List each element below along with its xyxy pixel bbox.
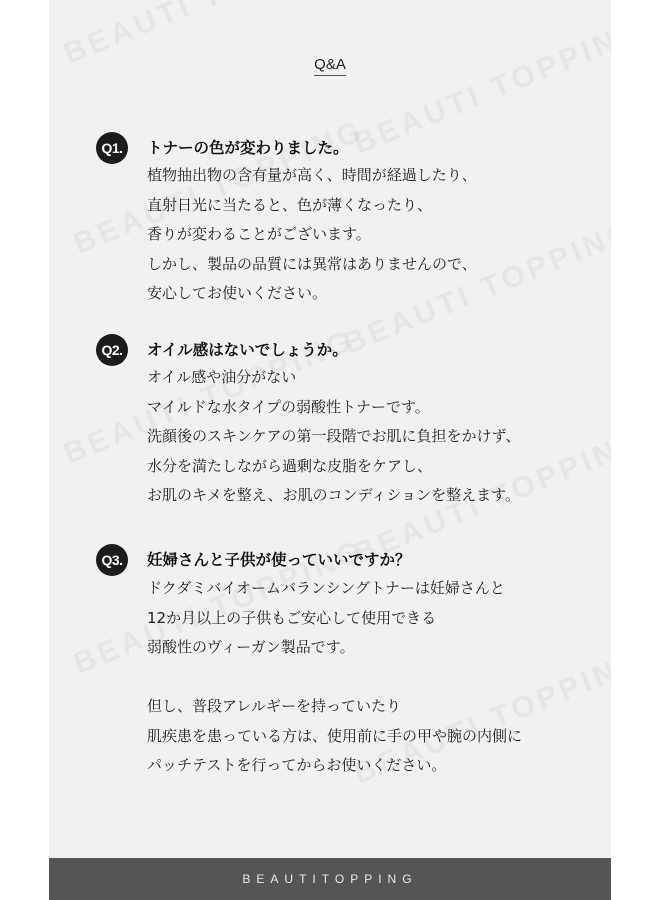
answer-line: ドクダミバイオームバランシングトナーは妊婦さんと	[147, 579, 505, 597]
answer-line: しかし、製品の品質には異常はありませんので、	[147, 254, 477, 273]
answer-line: マイルドな水タイプの弱酸性トナーです。	[147, 397, 430, 416]
answer-line: 洗顔後のスキンケアの第一段階でお肌に負担をかけず、	[147, 427, 521, 445]
answer-line: 肌疾患を患っている方は、使用前に手の甲や腕の内側に	[147, 726, 523, 745]
footer-brand-text: BEAUTITOPPING	[242, 872, 418, 886]
question-badge: Q3.	[96, 544, 128, 576]
answer-line: パッチテストを行ってからお使いください。	[147, 756, 447, 774]
answer-line: 弱酸性のヴィーガン製品です。	[147, 638, 355, 656]
answer-line: オイル感や油分がない	[147, 368, 297, 386]
footer-brand-bar	[49, 858, 611, 900]
question-text: オイル感はないでしょうか。	[147, 341, 348, 359]
answer-line: 但し、普段アレルギーを持っていたり	[147, 697, 402, 715]
question-badge: Q2.	[96, 334, 128, 366]
qa-panel	[49, 0, 611, 858]
page-title	[49, 56, 611, 73]
answer-text	[147, 363, 520, 511]
answer-line: 香りが変わることがございます。	[147, 225, 371, 243]
answer-text	[147, 574, 522, 781]
watermark-text	[349, 14, 611, 162]
answer-text	[147, 161, 477, 309]
answer-line: 水分を満たしながら過剰な皮脂をケアし、	[147, 456, 433, 475]
answer-line: 植物抽出物の含有量が高く、時間が経過したり、	[147, 166, 477, 184]
question-text: 妊婦さんと子供が使っていいですか？	[147, 551, 411, 569]
answer-line	[147, 663, 522, 693]
answer-line: お肌のキメを整え、お肌のコンディションを整えます。	[147, 486, 520, 504]
answer-line: 12か月以上の子供もご安心して使用できる	[147, 608, 437, 627]
answer-line: 安心してお使いください。	[147, 284, 328, 302]
answer-line: 直射日光に当たると、色が薄くなったり、	[147, 195, 433, 214]
question-text: トナーの色が変わりました。	[147, 139, 349, 157]
question-badge: Q1.	[96, 132, 128, 164]
page-title-text: Q&A	[314, 56, 346, 76]
